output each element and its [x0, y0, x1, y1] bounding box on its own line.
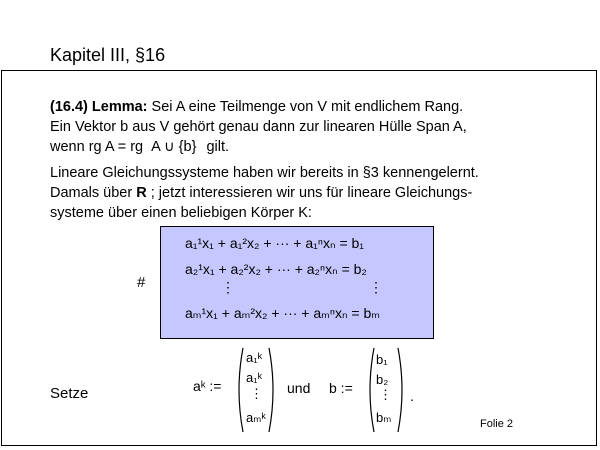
ak-definition: aᵏ := [193, 378, 222, 394]
equation-dots-left: ⋮ [221, 279, 235, 295]
equation-row-2: a₂¹x₁ + a₂²x₂ + ··· + a₂ⁿxₙ = b₂ [185, 261, 367, 277]
right-paren-b [397, 347, 407, 433]
vector-a-dots: ⋮ [250, 386, 263, 401]
lemma-line-1 [50, 98, 463, 116]
intro-text-2a: Damals über [50, 185, 133, 201]
vector-a-entry-2: a₁ᵏ [246, 370, 263, 385]
intro-line-1: Lineare Gleichungssysteme haben wir bereits in §3 kennengelernt. [50, 165, 479, 181]
left-paren-a [234, 347, 244, 433]
lemma-line-3 [50, 138, 229, 156]
equation-row-1: a₁¹x₁ + a₁²x₂ + ··· + a₁ⁿxₙ = b₁ [185, 235, 365, 251]
left-paren-b [365, 347, 375, 433]
period: . [410, 388, 414, 404]
lemma-text-3a: wenn rg A = rg [50, 139, 144, 155]
equation-dots-right: ⋮ [369, 279, 383, 295]
setze-label: Setze [50, 385, 89, 402]
b-definition: b := [329, 380, 353, 396]
lemma-formula: A ∪ {b} [151, 139, 197, 155]
vector-b-entry-1: b₁ [376, 352, 388, 367]
intro-line-3: systeme über einen beliebigen Körper K: [50, 205, 312, 221]
intro-field-r: R [136, 185, 147, 201]
slide-number: Folie 2 [480, 418, 514, 430]
vector-b-entry-2: b₂ [376, 372, 389, 387]
und-text: und [287, 380, 311, 396]
vector-a-entry-m: aₘᵏ [246, 410, 266, 425]
intro-line-2 [50, 184, 472, 202]
vector-b-dots: ⋮ [379, 387, 392, 402]
lemma-text-3c: gilt. [206, 139, 230, 155]
system-marker: # [137, 274, 146, 291]
intro-text-2c: ; jetzt interessieren wir uns für lineare Gleichungs- [150, 185, 473, 201]
lemma-line-2: Ein Vektor b aus V gehört genau dann zur linearen Hülle Span A, [50, 119, 467, 135]
right-paren-a [268, 347, 278, 433]
vector-b-entry-m: bₘ [376, 410, 392, 425]
equation-row-3: aₘ¹x₁ + aₘ²x₂ + ··· + aₘⁿxₙ = bₘ [185, 305, 381, 321]
lemma-label: (16.4) Lemma: [50, 99, 148, 115]
page-title: Kapitel III, §16 [50, 45, 166, 65]
equation-system-box [160, 226, 434, 339]
lemma-text-1: Sei A eine Teilmenge von V mit endlichem Rang. [147, 99, 464, 115]
vector-a-entry-1: a₁ᵏ [246, 350, 263, 365]
